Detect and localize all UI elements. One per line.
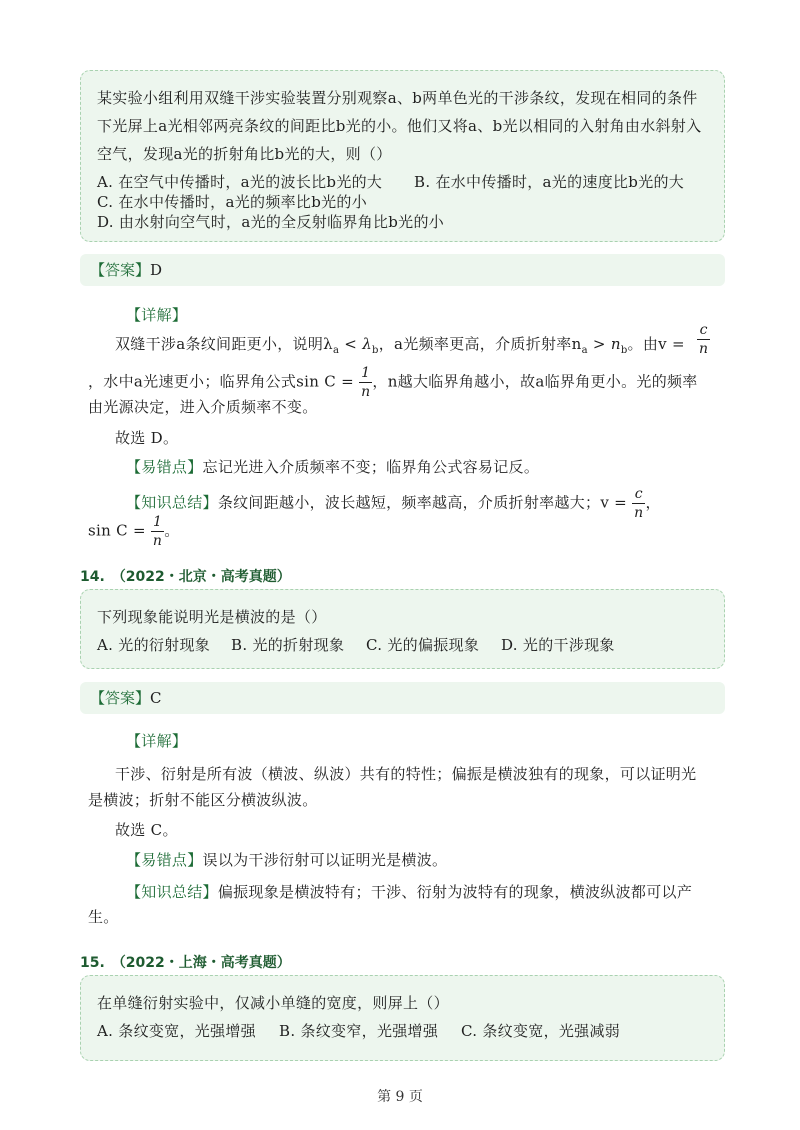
answer-label: 【答案】 [90, 689, 151, 707]
summary-line: 【知识总结】条纹间距越小，波长越短，频率越高，介质折射率越大；v = $\frac{c}{n}$ ， [126, 486, 661, 521]
question-13-box [80, 70, 725, 242]
question-stem-line: 某实验小组利用双缝干涉实验装置分别观察a、b两单色光的干涉条纹，发现在相同的条件 [97, 89, 698, 107]
answer-value: C [150, 689, 162, 707]
pitfall-line: 【易错点】误以为干涉衍射可以证明光是横波。 [126, 851, 448, 869]
question-stem-line: 空气，发现a光的折射角比b光的大，则（） [97, 145, 392, 163]
question-stem-line: 下光屏上a光相邻两亮条纹的间距比b光的小。他们又将a、b光以相同的入射角由水斜射入 [97, 117, 702, 135]
conclusion: 故选 C。 [115, 821, 178, 839]
pitfall-label: 【易错点】 [126, 851, 203, 869]
option-a: A. 光的衍射现象 [97, 636, 211, 654]
option-b: B. 在水中传播时，a光的速度比b光的大 [414, 173, 685, 191]
summary-label: 【知识总结】 [126, 883, 218, 901]
question-stem-line: 下列现象能说明光是横波的是（） [97, 608, 327, 626]
question-14-header: 14. （2022・北京・高考真题） [80, 569, 291, 585]
option-c: C. 条纹变宽，光强减弱 [461, 1022, 621, 1040]
answer-bar [80, 254, 725, 286]
page-number: 第 9 页 [377, 1089, 423, 1105]
summary-line: 【知识总结】偏振现象是横波特有；干涉、衍射为波特有的现象，横波纵波都可以产 [126, 883, 693, 901]
option-c: C. 光的偏振现象 [366, 636, 480, 654]
detail-line: ，水中a光速更小；临界角公式sin C = $\frac{1}{n}$ ，n越大临界角越小，故a临界角更小。光的频率 [88, 365, 698, 400]
answer-label: 【答案】 [90, 261, 151, 279]
question-14-box [80, 589, 725, 669]
fraction-1-over-n: $\frac{1}{n}$ [152, 514, 163, 549]
summary-line: sin C = $\frac{1}{n}$ 。 [88, 514, 180, 549]
summary-line: 生。 [88, 908, 119, 926]
detail-line: 由光源决定，进入介质频率不变。 [88, 398, 318, 416]
pitfall-label: 【易错点】 [126, 458, 203, 476]
option-d: D. 由水射向空气时，a光的全反射临界角比b光的小 [97, 213, 445, 231]
option-d: D. 光的干涉现象 [501, 636, 615, 654]
detail-label: 【详解】 [126, 732, 188, 750]
option-a: A. 在空气中传播时，a光的波长比b光的大 [97, 173, 383, 191]
question-15-box [80, 975, 725, 1061]
fraction-1-over-n: $\frac{1}{n}$ [361, 365, 371, 400]
pitfall-line: 【易错点】忘记光进入介质频率不变；临界角公式容易记反。 [126, 458, 540, 476]
option-a: A. 条纹变宽，光强增强 [97, 1022, 256, 1040]
question-15-header: 15. （2022・上海・高考真题） [80, 955, 291, 971]
detail-line: 双缝干涉a条纹间距更小，说明$\lambda_a < \lambda_b$，a光频率更高，介质折射率$n_a > n_b$。由v = [115, 335, 685, 356]
detail-label: 【详解】 [126, 306, 188, 324]
conclusion: 故选 D。 [115, 429, 179, 447]
option-c: C. 在水中传播时，a光的频率比b光的小 [97, 193, 368, 211]
detail-line: 干涉、衍射是所有波（横波、纵波）共有的特性；偏振是横波独有的现象，可以证明光 [115, 765, 697, 783]
fraction-c-over-n: $\frac{c}{n}$ [634, 486, 644, 521]
detail-line: 是横波；折射不能区分横波纵波。 [88, 791, 318, 809]
option-b: B. 条纹变窄，光强增强 [279, 1022, 439, 1040]
fraction-c-over-n: $\frac{c}{n}$ [699, 322, 709, 357]
answer-value: D [150, 261, 163, 279]
answer-bar [80, 682, 725, 714]
summary-label: 【知识总结】 [126, 493, 218, 512]
option-b: B. 光的折射现象 [231, 636, 345, 654]
question-stem-line: 在单缝衍射实验中，仅减小单缝的宽度，则屏上（） [97, 994, 449, 1012]
